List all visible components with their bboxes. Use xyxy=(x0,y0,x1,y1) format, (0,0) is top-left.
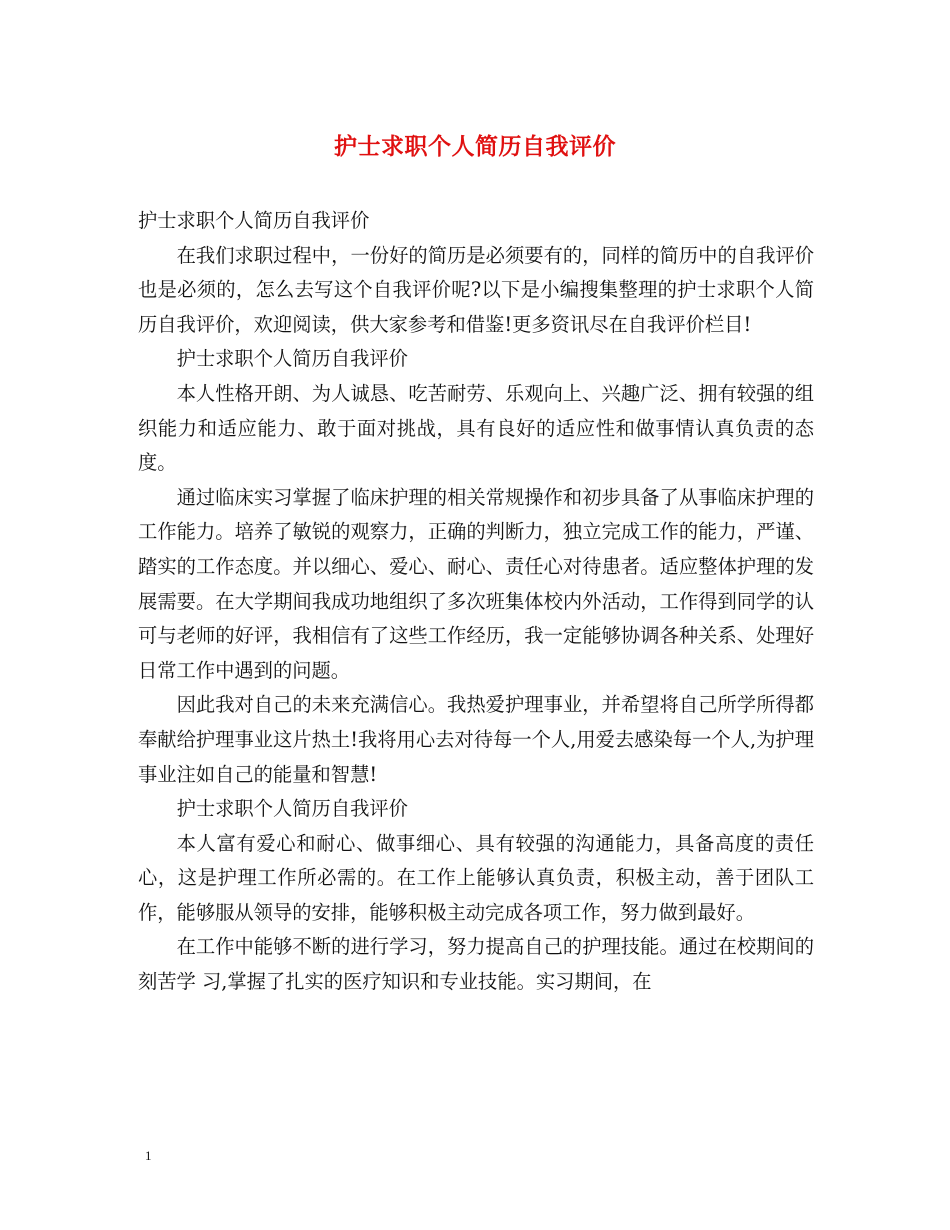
paragraph: 本人富有爱心和耐心、做事细心、具有较强的沟通能力，具备高度的责任 心，这是护理工作所必需的。在工作上能够认真负责，积极主动，善于团队工 作，能够服从领导的安排，能够积极主动完成各项工作，努力做到最好。 xyxy=(138,831,814,924)
paragraph-heading: 护士求职个人简历自我评价 xyxy=(138,209,370,232)
document-title: 护士求职个人简历自我评价 xyxy=(334,133,616,160)
paragraph: 本人性格开朗、为人诚恳、吃苦耐劳、乐观向上、兴趣广泛、拥有较强的组织能力和适应能力、敢于面对挑战，具有良好的适应性和做事情认真负责的态度。 xyxy=(138,381,814,475)
paragraph: 因此我对自己的未来充满信心。我热爱护理事业，并希望将自己所学所得都奉献给护理事业这片热土!我将用心去对待每一个人,用爱去感染每一个人,为护理事业注如自己的能量和智慧! xyxy=(138,693,814,786)
paragraph: 通过临床实习掌握了临床护理的相关常规操作和初步具备了从事临床护理的工作能力。培养了敏锐的观察力，正确的判断力，独立完成工作的能力，严谨、踏实的工作态度。并以细心、爱心、耐心、责任心对待患者。适应整体护理的发展需要。在大学期间我成功地组织了多次班集体校内外活动，工作得到同学的认可与老师的好评，我相信有了这些工作经历，我一定能够协调各种关系、处理好日常工作中遇到的问题。 xyxy=(138,485,814,682)
section-heading: 护士求职个人简历自我评价 xyxy=(176,797,408,821)
page-number: 1 xyxy=(145,1148,152,1163)
section-heading: 护士求职个人简历自我评价 xyxy=(176,347,408,371)
paragraph: 在工作中能够不断的进行学习，努力提高自己的护理技能。通过在校期间的刻苦学 习,掌握了扎实的医疗知识和专业技能。实习期间，在 xyxy=(138,935,814,994)
document-body xyxy=(138,204,814,1000)
paragraph-intro: 在我们求职过程中，一份好的简历是必须要有的，同样的简历中的自我评价也是必须的，怎么去写这个自我评价呢?以下是小编搜集整理的护士求职个人简历自我评价，欢迎阅读，供大家参考和借鉴!更多资讯尽在自我评价栏目! xyxy=(138,243,814,336)
